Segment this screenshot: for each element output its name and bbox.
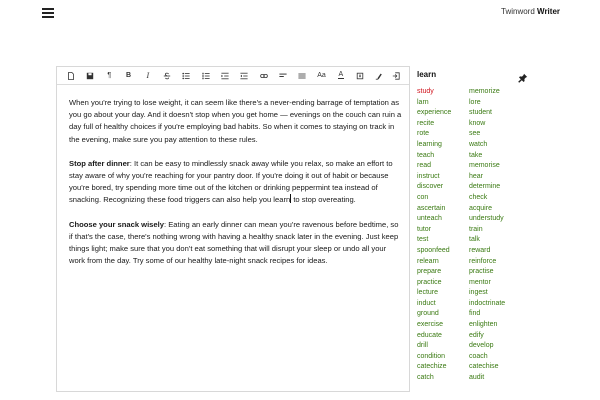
synonym-word[interactable]: develop <box>469 342 494 350</box>
synonym-word[interactable]: instruct <box>417 172 440 180</box>
synonym-word[interactable]: recite <box>417 119 435 127</box>
synonym-word[interactable]: induct <box>417 299 436 307</box>
synonym-word[interactable]: catechize <box>417 363 447 371</box>
synonym-word[interactable]: drill <box>417 342 428 350</box>
synonym-word[interactable]: read <box>417 162 432 170</box>
synonym-word[interactable]: mentor <box>469 278 491 286</box>
synonym-word[interactable]: rote <box>417 130 430 138</box>
synonym-word[interactable]: unteach <box>417 215 442 223</box>
font-size-icon[interactable]: Aa <box>317 72 326 79</box>
indent-icon[interactable] <box>215 69 234 83</box>
synonym-word[interactable]: catechise <box>469 363 499 371</box>
outdent-icon[interactable] <box>235 69 254 83</box>
synonym-word[interactable]: find <box>469 310 481 318</box>
synonym-word[interactable]: test <box>417 236 429 244</box>
synonym-word[interactable]: indoctrinate <box>469 299 506 307</box>
heading-choose-snack: Choose your snack wisely <box>69 219 164 229</box>
synonym-word[interactable]: lore <box>469 98 481 106</box>
synonym-word[interactable]: reward <box>469 246 491 254</box>
link-icon[interactable] <box>254 69 273 83</box>
strikethrough-icon[interactable] <box>157 69 176 83</box>
paragraph-icon[interactable]: ¶ <box>107 72 112 79</box>
synonym-column-2 <box>469 87 524 384</box>
synonym-word[interactable]: spoonfeed <box>417 246 450 254</box>
font-color-label: A <box>338 71 344 78</box>
synonym-word[interactable]: lecture <box>417 289 439 297</box>
brand-name-bold: Writer <box>537 7 560 16</box>
synonym-word[interactable]: acquire <box>469 204 492 212</box>
editor-toolbar <box>57 67 409 85</box>
synonym-word[interactable]: relearn <box>417 257 439 265</box>
synonym-word[interactable]: watch <box>469 140 488 148</box>
save-icon[interactable] <box>80 69 99 83</box>
synonym-panel-title: learn <box>417 70 437 79</box>
synonym-word[interactable]: learning <box>417 140 442 148</box>
synonym-word[interactable]: practice <box>417 278 442 286</box>
brand-logo <box>501 7 560 16</box>
synonym-word[interactable]: larn <box>417 98 429 106</box>
pin-icon[interactable] <box>518 70 528 80</box>
synonym-word[interactable]: reinforce <box>469 257 497 265</box>
paragraph-stop-after-dinner <box>69 158 403 207</box>
hamburger-menu-icon[interactable] <box>42 8 54 18</box>
synonym-word[interactable]: discover <box>417 183 444 191</box>
synonym-word[interactable]: experience <box>417 109 452 117</box>
new-document-icon[interactable] <box>61 69 80 83</box>
exit-icon[interactable] <box>387 69 406 83</box>
italic-icon[interactable]: I <box>146 71 150 80</box>
paragraph-stop-after-dinner-body: : It can be easy to mindlessly snack away while you relax, so make an effort to stay aware of why you're reaching for your pantry door. If you're doing it out of habit or because you're bored, try spending more time out of the kitchen or drinking peppermint tea instead of snacking. Recognizing these food triggers can also help you learn <box>69 158 393 205</box>
synonym-word[interactable]: audit <box>469 374 485 382</box>
synonym-word[interactable]: student <box>469 109 492 117</box>
paragraph-intro: When you're trying to lose weight, it can seem like there's a never-ending barrage of temptation as you go about your day. And it doesn't stop when you get home — evenings on the couch can ruin a day full of healthy choices if you're employing bad habits. So when it comes to staying on track in the evening, make sure you pay attention to these rules. <box>69 98 402 144</box>
synonym-word[interactable]: take <box>469 151 483 159</box>
synonym-word[interactable]: study <box>417 88 434 95</box>
synonym-word[interactable]: hear <box>469 172 484 180</box>
synonym-word[interactable]: con <box>417 193 429 201</box>
synonym-word[interactable]: exercise <box>417 321 444 329</box>
bold-icon[interactable]: B <box>126 72 132 79</box>
background-color-icon[interactable] <box>350 69 369 83</box>
synonym-word[interactable]: know <box>469 119 486 127</box>
synonym-column-1 <box>417 87 472 384</box>
font-color-icon[interactable] <box>331 69 350 83</box>
synonym-word[interactable]: condition <box>417 352 446 360</box>
editor-panel <box>56 66 410 392</box>
synonym-word[interactable]: ascertain <box>417 204 446 212</box>
synonym-word[interactable]: teach <box>417 151 435 159</box>
bulleted-list-icon[interactable] <box>177 69 196 83</box>
synonym-word[interactable]: edify <box>469 331 484 339</box>
synonym-word[interactable]: train <box>469 225 483 233</box>
synonym-word[interactable]: ingest <box>469 289 488 297</box>
font-color-underline <box>338 78 344 79</box>
synonym-word[interactable]: prepare <box>417 268 442 276</box>
align-justify-icon[interactable] <box>293 69 312 83</box>
heading-stop-after-dinner: Stop after dinner <box>69 158 130 168</box>
synonym-word[interactable]: educate <box>417 331 442 339</box>
synonym-word[interactable]: enlighten <box>469 321 498 329</box>
paragraph-choose-snack <box>69 219 403 268</box>
synonym-word[interactable]: coach <box>469 352 488 360</box>
synonym-word[interactable]: memorise <box>469 162 500 170</box>
synonym-panel <box>417 70 527 400</box>
synonym-word[interactable]: ground <box>417 310 439 318</box>
paragraph-choose-snack-body: : Eating an early dinner can mean you're ravenous before bedtime, so if that's the case, there's nothing wrong with having a healthy snack later in the evening. Just keep things light; make sure that you don't eat something that will disrupt your sleep or undo all your work from the day. Try some of our healthy late-night snack recipes for ideas. <box>69 219 399 266</box>
synonym-word[interactable]: tutor <box>417 225 432 233</box>
align-left-icon[interactable] <box>273 69 292 83</box>
synonym-word[interactable]: see <box>469 130 481 138</box>
numbered-list-icon[interactable] <box>196 69 215 83</box>
synonym-word[interactable]: understudy <box>469 215 504 223</box>
synonym-word[interactable]: determine <box>469 183 501 191</box>
synonym-word[interactable]: memorize <box>469 88 500 95</box>
synonym-word[interactable]: catch <box>417 374 434 382</box>
synonym-word[interactable]: practise <box>469 268 494 276</box>
synonym-word[interactable]: check <box>469 193 488 201</box>
brand-name-light: Twinword <box>501 7 535 16</box>
paragraph-stop-after-dinner-end: to stop overeating. <box>291 195 356 205</box>
synonym-word[interactable]: talk <box>469 236 480 244</box>
document-text[interactable] <box>69 97 403 279</box>
